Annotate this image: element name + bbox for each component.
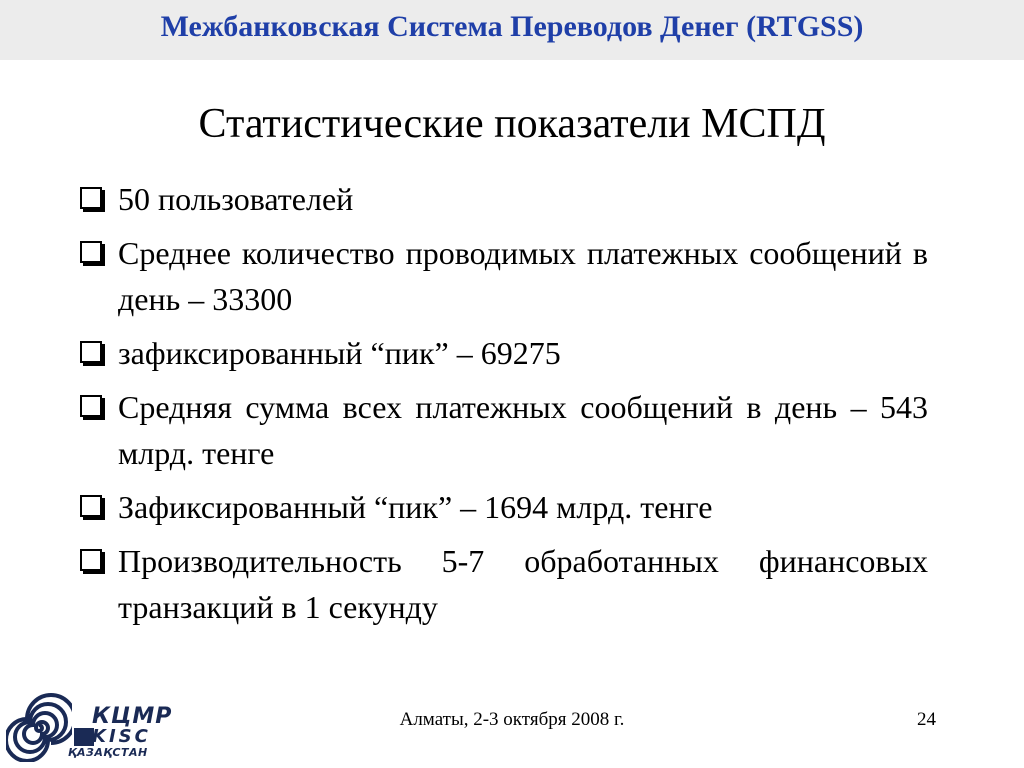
list-item-text: зафиксированный “пик” – 69275 [118,335,561,371]
page-number: 24 [917,709,936,730]
checkbox-bullet-icon [80,187,102,209]
footer-text: Алматы, 2-3 октября 2008 г. [399,709,625,730]
list-item-text: Среднее количество проводимых платежных сообщений в день – 33300 [118,235,928,317]
list-item-text: Зафиксированный “пик” – 1694 млрд. тенге [118,489,713,525]
list-item-text: Средняя сумма всех платежных сообщений в день – 543 млрд. тенге [118,389,928,471]
list-item [78,384,928,476]
checkbox-bullet-icon [80,395,102,417]
checkbox-bullet-icon [80,341,102,363]
logo-text-kisc: KISC [92,726,151,747]
checkbox-bullet-icon [80,495,102,517]
header-band [0,0,1024,60]
slide-title: Статистические показатели МСПД [198,101,826,147]
list-item-text: Производительность 5-7 обработанных финансовых транзакций в 1 секунду [118,543,928,625]
list-item [78,230,928,322]
header-title: Межбанковская Система Переводов Денег (RTGSS) [160,10,864,43]
logo-text-kazakhstan: ҚАЗАҚСТАН [68,746,148,759]
logo-text-kcmr: КЦМР [92,704,173,729]
list-item-text: 50 пользователей [118,181,354,217]
bullet-list [78,176,928,638]
list-item [78,330,928,376]
checkbox-bullet-icon [80,549,102,571]
list-item [78,538,928,630]
checkbox-bullet-icon [80,241,102,263]
list-item [78,176,928,222]
list-item [78,484,928,530]
